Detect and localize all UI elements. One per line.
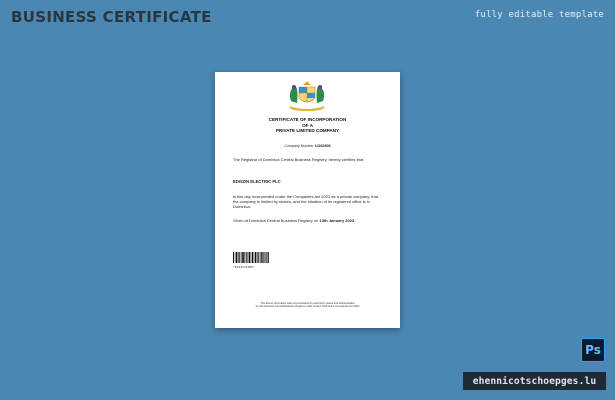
watermark-logo: ehennicotschoepges.lu [463,372,606,390]
company-number-value: 14332806 [314,144,331,148]
registrar-statement: The Registrar of Dominica Central Business Registry, hereby certifies that [233,157,364,162]
certificate-document [215,72,400,328]
authentication-note-line: The above information was communicated by electronic means and authenticated [260,302,355,305]
company-name: EDISON ELECTRIC PLC [233,179,281,184]
certificate-title-line: OF A [302,122,313,128]
barcode-icon [233,252,269,263]
certificate-title-line: PRIVATE LIMITED COMPANY [275,128,340,134]
coat-of-arms-icon [283,81,331,111]
incorporation-statement: is this day incorporated under the Companies Act 2023 as a private company, that the company is limited by shares, and the situation of its registered office is in Dominica. [233,194,378,210]
company-number [215,144,400,148]
given-at-prefix: Given at Dominica Central Business Registry on [233,218,319,223]
given-at-statement [233,218,382,223]
page-subtitle: fully editable template [474,10,604,20]
photoshop-icon: Ps [581,338,605,362]
given-date: 13th January 2023 [319,218,355,223]
certificate-title-line: CERTIFICATE OF INCORPORATION [268,117,347,122]
authentication-note [229,302,386,309]
company-number-label: Company Number [284,144,314,148]
barcode-text: *R1432724HE* [233,265,255,269]
authentication-note-line: by the Dominica Central Business Registry under section 1115 of the Companies Act 2023 [255,305,360,309]
page-title: BUSINESS CERTIFICATE [11,8,212,26]
certificate-title [215,117,400,134]
